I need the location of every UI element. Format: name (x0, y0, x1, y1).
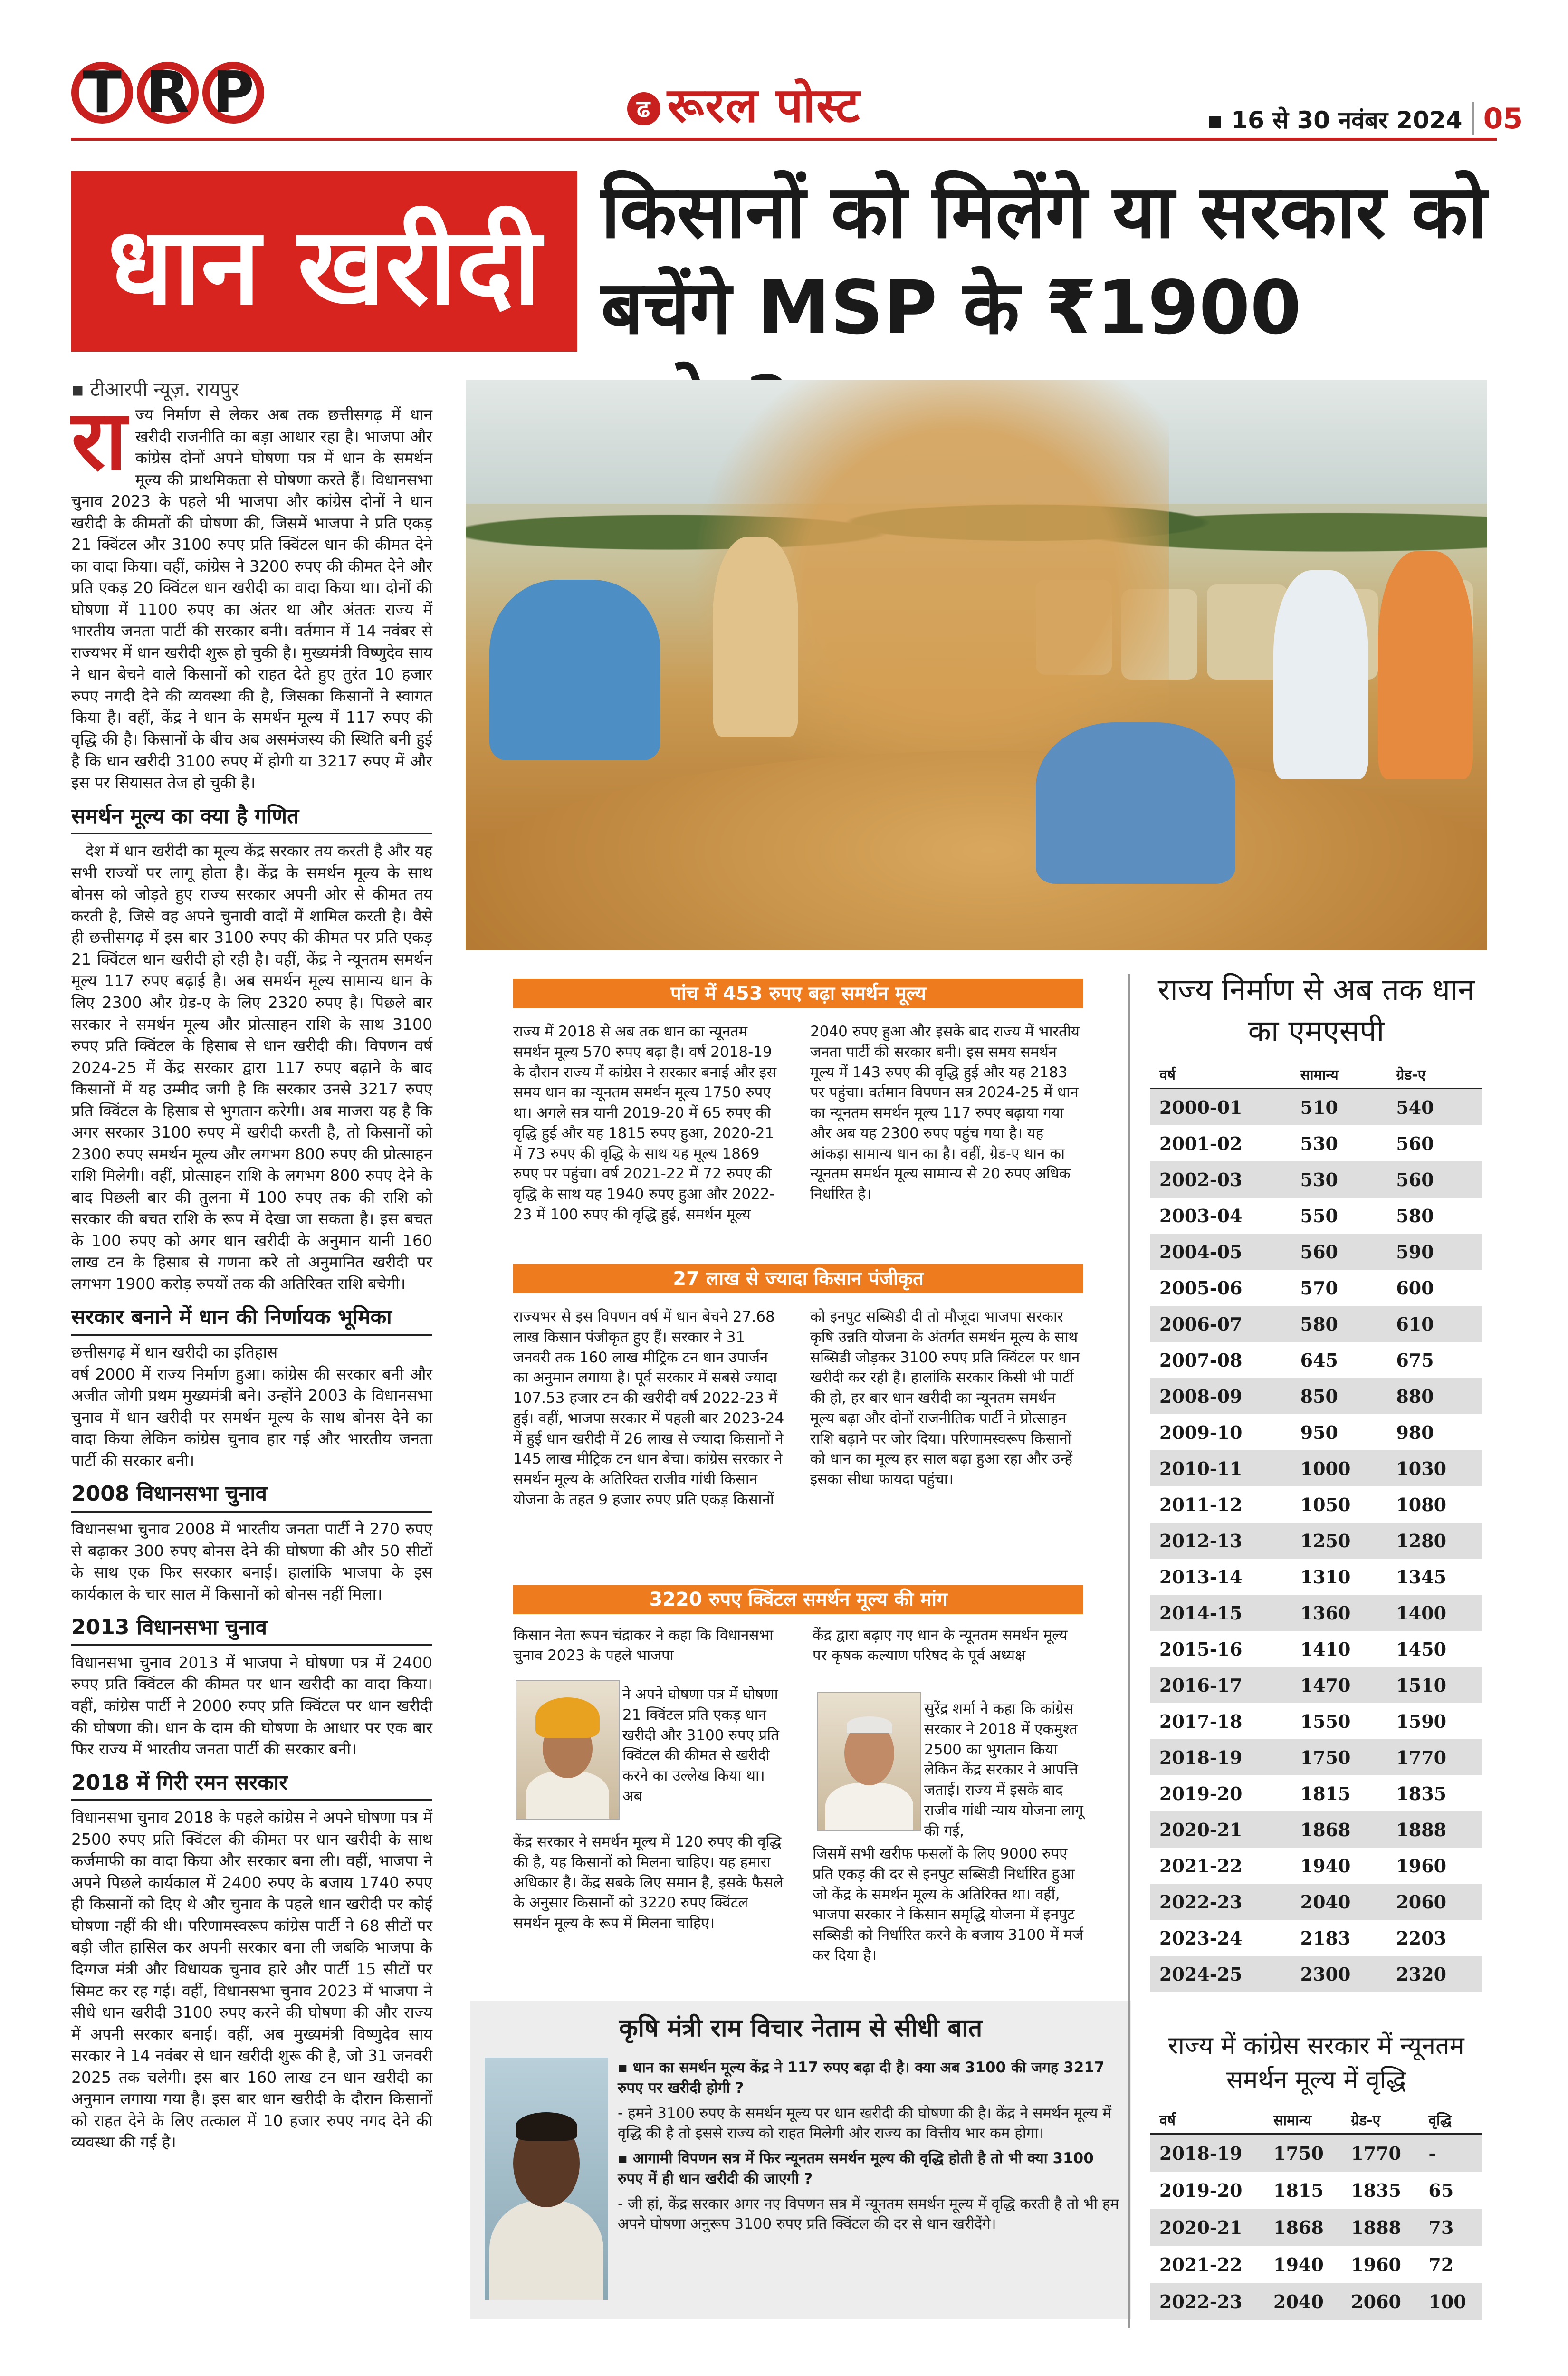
table-header-row (1150, 1064, 1482, 1089)
table-cell: 1450 (1396, 1638, 1447, 1660)
table-cell: 1360 (1291, 1595, 1387, 1631)
quote-rupan-rest: केंद्र सरकार ने समर्थन मूल्य में 120 रुपए की वृद्धि की है, यह किसानों को मिलना चाहिए। यह हमारा अधिकार है। केंद्र सबके लिए समान है, इसके फैसले के अनुसार किसानों को 3220 रुपए क्विंटल समर्थन मूल्य के रूप में मिलना चाहिए। (513, 1833, 784, 1932)
table-row (1150, 1775, 1482, 1811)
paper-logo-icon: ढ (627, 92, 660, 125)
col-header-common: सामान्य (1264, 2110, 1341, 2134)
subhead-decisive-role: सरकार बनाने में धान की निर्णायक भूमिका (71, 1303, 432, 1336)
table-cell: 2018-19 (1150, 2134, 1264, 2172)
col-header-grade-a: ग्रेड-ए (1341, 2110, 1419, 2134)
table-cell: 950 (1300, 1421, 1338, 1443)
table-cell: 2060 (1386, 1884, 1482, 1920)
table-cell: 1280 (1386, 1523, 1482, 1559)
subhead-2013: 2013 विधानसभा चुनाव (71, 1613, 432, 1646)
table-row (1150, 2209, 1482, 2246)
rupan-chandrakar-photo (516, 1680, 620, 1820)
table-row (1150, 1848, 1482, 1884)
msp-table-title: राज्य निर्माण से अब तक धान का एमएसपी (1157, 972, 1475, 1048)
table-cell: 540 (1386, 1089, 1482, 1126)
interview-text (618, 2058, 1121, 2239)
table-cell: 1770 (1386, 1739, 1482, 1775)
table-cell: 2040 (1264, 2283, 1341, 2320)
table-cell: 2019-20 (1159, 1782, 1243, 1804)
table-row (1150, 1811, 1482, 1848)
quote-surendra-top: केंद्र द्वारा बढ़ाए गए धान के न्यूनतम समर्थन मूल्य पर कृषक कल्याण परिषद के पूर्व अध्यक्ष (813, 1627, 1068, 1664)
table-row (1150, 1956, 1482, 1992)
issue-date (1207, 102, 1523, 135)
logo-letter: P (202, 62, 264, 124)
paragraph: विधानसभा चुनाव 2018 के पहले कांग्रेस ने अपने घोषणा पत्र में 2500 रुपए प्रति क्विंटल की कीमत पर धान खरीदी के साथ कर्जमाफी का वादा किया और सरकार बना ली। वहीं, भाजपा ने अपने पिछले कार्यकाल में 2400 रुपए के बजाय 1740 रुपए ही किसानों को दिए थे और चुनाव के पहले धान खरीदी पर कोई घोषणा नहीं की थी। परिणामस्वरूप कांग्रेस पार्टी ने 68 सीटों पर बड़ी जीत हासिल कर अपनी सरकार बना ली जबकि भाजपा के दिग्गज मंत्री और विधायक चुनाव हारे और पार्टी 15 सीटों पर सिमट कर रह गई। वहीं, विधानसभा चुनाव 2023 में भाजपा ने सीधे धान खरीदी 3100 रुपए करने की घोषणा की और राज्य में अपनी सरकार बनाई। वहीं, अब मुख्यमंत्री विष्णुदेव साय सरकार ने 14 नवंबर से धान खरीदी शुरू की है, जो 31 जनवरी 2025 तक चलेगी। इस बार 160 लाख टन धान खरीदी का अनुमान लगाया गया है। इस बार धान खरीदी के दौरान किसानों को राहत देने के लिए तत्काल में 10 हजार रुपए नगद देने की व्यवस्था की गई है। (71, 1808, 432, 2152)
table-row (1150, 1703, 1482, 1739)
table-cell: 1770 (1341, 2134, 1419, 2172)
logo-letter: R (137, 62, 199, 124)
paper-name (627, 71, 860, 136)
quote-surendra-rest: जिसमें सभी खरीफ फसलों के लिए 9000 रुपए प्रति एकड़ की दर से इनपुट सब्सिडी निर्धारित हुआ जो केंद्र के समर्थन मूल्य के अतिरिक्त था। वहीं, भाजपा सरकार ने किसान समृद्धि योजना में इनपुट सब्सिडी को निर्धारित करने के बजाय 3100 में मर्ज कर दिया है। (813, 1845, 1083, 1964)
interview-answer-2: - जी हां, केंद्र सरकार अगर नए विपणन सत्र में न्यूनतम समर्थन मूल्य में वृद्धि करती है तो भी हम अपने घोषणा अनुरूप 3100 रुपए प्रति क्विंटल की दर से धान खरीदेंगे। (618, 2195, 1119, 2233)
congress-msp-table-title: राज्य में कांग्रेस सरकार में न्यूनतम समर्थन मूल्य में वृद्धि (1168, 2031, 1464, 2094)
table-cell: 1750 (1291, 1739, 1387, 1775)
table-cell: 675 (1396, 1349, 1434, 1371)
table-row (1150, 1739, 1482, 1775)
table-cell: 2005-06 (1159, 1277, 1243, 1299)
table-cell: 1000 (1291, 1450, 1387, 1486)
table-cell: 570 (1300, 1277, 1338, 1299)
table-cell: 2024-25 (1150, 1956, 1291, 1992)
table-row (1150, 1450, 1482, 1486)
table-cell: 2008-09 (1150, 1378, 1291, 1414)
table-cell: - (1419, 2134, 1482, 2172)
table-cell: 2009-10 (1159, 1421, 1243, 1443)
table-row (1150, 1595, 1482, 1631)
table-cell: 1410 (1300, 1638, 1351, 1660)
paragraph: विधानसभा चुनाव 2008 में भारतीय जनता पार्टी ने 270 रुपए से बढ़ाकर 300 रुपए बोनस देने की घोषणा की और 50 सीटों के साथ एक फिर सरकार बनाई। हालांकि भाजपा के इस कार्यकाल के चार साल में किसानों को बोनस नहीं मिला। (71, 1520, 432, 1603)
table-cell: 880 (1386, 1378, 1482, 1414)
paddy-workers-photo (466, 380, 1487, 950)
table-row (1150, 1486, 1482, 1523)
headline-line-1: किसानों को मिलेंगे या सरकार को (601, 169, 1487, 255)
table-row (1150, 2172, 1482, 2209)
table-row (1150, 1378, 1482, 1414)
box-msp-rise-text (513, 1022, 1083, 1259)
table-cell: 580 (1291, 1306, 1387, 1342)
table-cell: 2004-05 (1150, 1234, 1291, 1270)
col-header-year: वर्ष (1150, 2110, 1264, 2134)
table-cell: 600 (1396, 1277, 1434, 1299)
table-cell: 510 (1291, 1089, 1387, 1126)
interview-question-2: ▪ आगामी विपणन सत्र में फिर न्यूनतम समर्थन मूल्य की वृद्धि होती है तो भी क्या 3100 रुपए में ही धान खरीदी की जाएगी ? (618, 2150, 1094, 2187)
table-cell: 2021-22 (1159, 1855, 1243, 1877)
table-cell: 72 (1428, 2253, 1454, 2275)
table-cell: 2003-04 (1159, 1205, 1243, 1226)
table-cell: 1888 (1386, 1811, 1482, 1848)
col-header-grade-a: ग्रेड-ए (1386, 1064, 1482, 1089)
table-cell: 2013-14 (1159, 1566, 1243, 1588)
column-divider (1128, 974, 1130, 2328)
table-cell: 590 (1386, 1234, 1482, 1270)
msp-history-table (1150, 1064, 1482, 1992)
table-cell: 1888 (1341, 2209, 1419, 2246)
table-cell: 645 (1300, 1349, 1338, 1371)
table-cell: 1470 (1291, 1667, 1387, 1703)
table-cell: 2000-01 (1150, 1089, 1291, 1126)
table-row (1150, 1198, 1482, 1234)
col-header-year: वर्ष (1150, 1064, 1291, 1089)
congress-msp-table (1150, 2110, 1482, 2320)
table-cell: 1868 (1291, 1811, 1387, 1848)
table-row (1150, 1559, 1482, 1595)
table-cell: 2006-07 (1150, 1306, 1291, 1342)
table-cell: 2015-16 (1159, 1638, 1243, 1660)
table-row (1150, 2246, 1482, 2283)
paragraph: विधानसभा चुनाव 2013 में भाजपा ने घोषणा पत्र में 2400 रुपए प्रति क्विंटल की कीमत पर धान खरीदी का वादा किया। वहीं, कांग्रेस पार्टी ने 2000 रुपए प्रति क्विंटल पर धान खरीदी की घोषणा की। धान के दाम की घोषणा के आधार पर एक बार फिर राज्य में भारतीय जनता पार्टी की सरकार बनी। (71, 1653, 432, 1759)
table-cell: 2300 (1291, 1956, 1387, 1992)
paragraph: राज्यभर से इस विपणन वर्ष में धान बेचने 27.68 लाख किसान पंजीकृत हुए हैं। सरकार ने 31 जनवरी तक 160 लाख मीट्रिक टन धान उपार्जन का अनुमान लगाया है। पूर्व सरकार में सबसे ज्यादा 107.53 हजार टन की खरीदी वर्ष 2022-23 में हुई। वहीं, भाजपा सरकार में पहली बार 2023-24 में हुई धान खरीदी में 26 लाख से ज्यादा किसानों ने 145 लाख मीट्रिक टन धान बेचा। कांग्रेस सरकार ने समर्थन मूल्य के अतिरिक्त राजीव गांधी किसान योजना के तहत 9 हजार रुपए प्रति एकड़ किसानों को इनपुट सब्सिडी दी तो मौजूदा भाजपा सरकार कृषि उन्नति योजना के अंतर्गत समर्थन मूल्य के साथ सब्सिडी जोड़कर 3100 रुपए प्रति क्विंटल पर धान खरीदी कर रही है। हालांकि सरकार किसी भी पार्टी की हो, हर बार धान खरीदी का न्यूनतम समर्थन मूल्य बढ़ा और दोनों राजनीतिक पार्टी ने प्रोत्साहन राशि बढ़ाने पर जोर दिया। परिणामस्वरूप किसानों को धान का मूल्य हर साल बढ़ा हुआ रहा और उन्हें इसका सीधा फायदा पहुंचा। (513, 1308, 1080, 1508)
table-cell: 2020-21 (1150, 1811, 1291, 1848)
masthead-rule (71, 138, 1497, 141)
box-title-msp-rise: पांच में 453 रुपए बढ़ा समर्थन मूल्य (513, 979, 1083, 1008)
table-row (1150, 1234, 1482, 1270)
table-cell: 1310 (1300, 1566, 1351, 1588)
table-row (1150, 2134, 1482, 2172)
table-row (1150, 1125, 1482, 1161)
table-cell: 560 (1386, 1161, 1482, 1198)
table-cell: 1750 (1264, 2134, 1341, 2172)
drop-cap: रा (71, 393, 127, 489)
table-cell: 1345 (1396, 1566, 1447, 1588)
minister-photo (485, 2058, 608, 2300)
quote-rupan-top: किसान नेता रूपन चंद्राकर ने कहा कि विधानसभा चुनाव 2023 के पहले भाजपा (513, 1627, 774, 1664)
table-cell: 850 (1291, 1378, 1387, 1414)
table-cell: 1250 (1291, 1523, 1387, 1559)
box-title-farmers-registered: 27 लाख से ज्यादा किसान पंजीकृत (513, 1264, 1083, 1293)
table-row (1150, 1306, 1482, 1342)
table-cell: 1400 (1386, 1595, 1482, 1631)
interview-question-1: ▪ धान का समर्थन मूल्य केंद्र ने 117 रुपए बढ़ा दी है। क्या अब 3100 की जगह 3217 रुपए पर खरीदी होगी ? (618, 2059, 1105, 2097)
table-cell: 2022-23 (1150, 1884, 1291, 1920)
table-cell: 2010-11 (1150, 1450, 1291, 1486)
table-cell: 2016-17 (1150, 1667, 1291, 1703)
paragraph: देश में धान खरीदी का मूल्य केंद्र सरकार तय करती है और यह सभी राज्यों पर लागू होता है। केंद्र के समर्थन मूल्य के साथ बोनस को जोड़ते हुए राज्य सरकार अपनी ओर से कीमत तय करती है, जिसे वह अपने चुनावी वादों में शामिल करती है। वैसे ही छत्तीसगढ़ में इस बार 3100 रुपए की कीमत पर प्रति एकड़ 21 क्विंटल धान खरीदी हो रही है। वहीं, केंद्र ने न्यूनतम समर्थन मूल्य 117 रुपए बढ़ाई है। अब समर्थन मूल्य सामान्य धान के लिए 2300 और ग्रेड-ए के लिए 2320 रुपए है। पिछले बार सरकार ने समर्थन मूल्य और प्रोत्साहन राशि के साथ 3100 रुपए प्रति क्विंटल के हिसाब से धान खरीदी की। विपणन वर्ष 2024-25 में केंद्र सरकार द्वारा 117 रुपए बढ़ाने के बाद किसानों में यह उम्मीद जगी है कि सरकार उनसे 3217 रुपए प्रति क्विंटल के हिसाब से भुगतान करेगी। अब माजरा यह है कि अगर सरकार 3100 रुपए में खरीदी करती है, तो किसानों को 2300 रुपए समर्थन मूल्य और लगभग 800 रुपए की प्रोत्साहन राशि मिलेगी। वहीं, प्रोत्साहन राशि के लगभग 800 रुपए देने के बाद पिछली बार की तुलना में 100 रुपए तक की राशि को सरकार की बचत राशि के रूप में देखा जा सकता है। इस बचत के 100 रुपए को अगर धान खरीदी के अनुमान यानी 160 लाख टन के हिसाब से गणना करे तो अनुमानित खरीदी पर लगभग 1900 करोड़ रुपयों तक की अतिरिक्त राशि बचेगी। (71, 842, 432, 1293)
paragraph: छत्तीसगढ़ में धान खरीदी का इतिहास वर्ष 2000 में राज्य निर्माण हुआ। कांग्रेस की सरकार बनी और अजीत जोगी प्रथम मुख्यमंत्री बने। उन्होंने 2003 के विधानसभा चुनाव में धान खरीदी पर समर्थन मूल्य के साथ बोनस देने का वादा किया लेकिन कांग्रेस चुनाव हार गई और भारतीय जनता पार्टी की सरकार बनी। (71, 1343, 432, 1470)
table-cell: 2060 (1341, 2283, 1419, 2320)
table-cell: 610 (1386, 1306, 1482, 1342)
table-cell: 2019-20 (1159, 2179, 1243, 2201)
table-cell: 2011-12 (1159, 1494, 1243, 1515)
table-cell: 2012-13 (1150, 1523, 1291, 1559)
table-row (1150, 1414, 1482, 1450)
table-cell: 1550 (1300, 1710, 1351, 1732)
table-cell: 65 (1428, 2179, 1454, 2201)
table-row (1150, 1667, 1482, 1703)
table-cell: 1868 (1264, 2209, 1341, 2246)
intro-text: ज्य निर्माण से लेकर अब तक छत्तीसगढ़ में धान खरीदी राजनीति का बड़ा आधार रहा है। भाजपा और कांग्रेस दोनों अपने घोषणा पत्र में धान के समर्थन मूल्य की प्राथमिकता से घोषणा करते हैं। विधानसभा चुनाव 2023 के पहले भी भाजपा और कांग्रेस दोनों ने धान खरीदी के कीमतों की घोषणा की, जिसमें भाजपा ने प्रति एकड़ 21 क्विंटल और 3100 रुपए प्रति क्विंटल धान की कीमत देने का वादा किया। वहीं, कांग्रेस ने 3200 रुपए की कीमत देने और प्रति एकड़ 20 क्विंटल धान खरीदी का वादा किया था। दोनों की घोषणा में 1100 रुपए का अंतर था और अंततः राज्य में भारतीय जनता पार्टी की सरकार बनी। वर्तमान में 14 नवंबर से राज्यभर में धान खरीदी शुरू हो चुकी है। मुख्यमंत्री विष्णुदेव साय ने धान बेचने वाले किसानों को राहत देते हुए तुरंत 10 हजार रुपए नगदी देने की व्यवस्था की है, जिसका किसानों ने स्वागत किया है। वहीं, केंद्र ने धान के समर्थन मूल्य में 117 रुपए की वृद्धि की है। किसानों के बीच अब असमंजस्य की स्थिति बनी हुई है कि धान खरीदी 3100 रुपए में होगी या 3217 रुपए में और इस पर सियासत तेज हो चुकी है। (71, 405, 432, 792)
quote-rupan-side: ने अपने घोषणा पत्र में घोषणा 21 क्विंटल प्रति एकड़ धान खरीदी और 3100 रुपए प्रति क्विंटल की कीमत से खरीदी करने का उल्लेख किया था। अब (622, 1686, 779, 1805)
quote-surendra-side: सुरेंद्र शर्मा ने कहा कि कांग्रेस सरकार ने 2018 में एकमुश्त 2500 का भुगतान किया लेकिन केंद्र सरकार ने आपत्ति जताई। राज्य में इसके बाद राजीव गांधी न्याय योजना लागू की गई, (924, 1700, 1083, 1839)
table-cell: 2183 (1300, 1927, 1351, 1949)
trp-logo (71, 59, 264, 126)
intro-paragraph (71, 393, 432, 794)
table-cell: 2007-08 (1159, 1349, 1243, 1371)
headline-kicker: धान खरीदी (71, 171, 577, 352)
table-cell: 2018-19 (1150, 1739, 1291, 1775)
table-cell: 2017-18 (1159, 1710, 1243, 1732)
table-cell: 2001-02 (1159, 1132, 1243, 1154)
table-cell: 2203 (1396, 1927, 1447, 1949)
table-cell: 1030 (1386, 1450, 1482, 1486)
table-cell: 1960 (1396, 1855, 1447, 1877)
table-row (1150, 1089, 1482, 1126)
interview-title: कृषि मंत्री राम विचार नेताम से सीधी बात (619, 2014, 983, 2042)
table-cell: 1080 (1396, 1494, 1447, 1515)
table-row (1150, 1631, 1482, 1667)
paragraph: राज्य में 2018 से अब तक धान का न्यूनतम समर्थन मूल्य 570 रुपए बढ़ा है। वर्ष 2018-19 के दौरान राज्य में कांग्रेस ने सरकार बनाई और इस समय धान का न्यूनतम समर्थन मूल्य 1750 रुपए था। अगले सत्र यानी 2019-20 में 65 रुपए की वृद्धि हुई और यह 1815 रुपए हुआ, 2020-21 में 73 रुपए की वृद्धि के साथ यह मूल्य 1869 रुपए पर पहुंचा। वर्ष 2021-22 में 72 रुपए की वृद्धि के साथ यह 1940 रुपए हुआ और 2022-23 में 100 रुपए की वृद्धि हुई, समर्थन मूल्य 2040 रुपए हुआ और इसके बाद राज्य में भारतीय जनता पार्टी की सरकार बनी। इस समय समर्थन मूल्य में 143 रुपए की वृद्धि हुई और यह 2183 पर पहुंचा। वर्तमान विपणन सत्र 2024-25 में धान का न्यूनतम समर्थन मूल्य 117 रुपए बढ़ाया गया और अब यह 2300 रुपए पहुंच गया है। यह आंकड़ा सामान्य धान का है। वहीं, ग्रेड-ए धान का न्यूनतम समर्थन मूल्य सामान्य से 20 रुपए अधिक निर्धारित है। (513, 1023, 1080, 1223)
col-header-increase: वृद्धि (1419, 2110, 1482, 2134)
logo-letter: T (71, 62, 133, 124)
table-row (1150, 1920, 1482, 1956)
table-cell: 2320 (1386, 1956, 1482, 1992)
table-cell: 100 (1419, 2283, 1482, 2320)
paper-title: रूरल पोस्ट (667, 77, 861, 133)
table-cell: 530 (1300, 1132, 1338, 1154)
table-cell: 1940 (1300, 1855, 1351, 1877)
table-cell: 980 (1396, 1421, 1434, 1443)
table-cell: 2020-21 (1150, 2209, 1264, 2246)
table-cell: 1815 (1300, 1782, 1351, 1804)
table-row (1150, 1523, 1482, 1559)
table-cell: 560 (1291, 1234, 1387, 1270)
table-row (1150, 1161, 1482, 1198)
table-cell: 550 (1300, 1205, 1338, 1226)
table-cell: 1960 (1351, 2253, 1401, 2275)
interview-answer-1: - हमने 3100 रुपए के समर्थन मूल्य पर धान खरीदी की घोषणा की है। केंद्र ने समर्थन मूल्य में वृद्धि की है तो इससे राज्य को राहत मिलेगी और राज्य का वित्तीय भार कम होगा। (618, 2104, 1111, 2142)
table-cell: 73 (1419, 2209, 1482, 2246)
table-cell: 1835 (1351, 2179, 1401, 2201)
table-cell: 2040 (1291, 1884, 1387, 1920)
box-farmers-registered-text (513, 1307, 1083, 1573)
table-cell: 2021-22 (1159, 2253, 1243, 2275)
table-cell: 1835 (1396, 1782, 1447, 1804)
box-title-3220-demand: 3220 रुपए क्विंटल समर्थन मूल्य की मांग (513, 1585, 1083, 1614)
subhead-2008: 2008 विधानसभा चुनाव (71, 1480, 432, 1513)
byline: ▪ टीआरपी न्यूज़. रायपुर (71, 379, 239, 401)
issue-date-text: ▪ 16 से 30 नवंबर 2024 (1207, 106, 1463, 134)
subhead-msp-math: समर्थन मूल्य का क्या है गणित (71, 802, 432, 835)
table-cell: 1940 (1273, 2253, 1324, 2275)
table-cell: 1510 (1386, 1667, 1482, 1703)
table-row (1150, 2283, 1482, 2320)
table-cell: 2022-23 (1150, 2283, 1264, 2320)
table-cell: 2023-24 (1159, 1927, 1243, 1949)
col-header-common: सामान्य (1291, 1064, 1387, 1089)
table-row (1150, 1884, 1482, 1920)
table-cell: 560 (1396, 1132, 1434, 1154)
surendra-sharma-photo (817, 1692, 921, 1831)
table-cell: 2014-15 (1150, 1595, 1291, 1631)
table-cell: 1815 (1273, 2179, 1324, 2201)
table-row (1150, 1270, 1482, 1306)
left-article (71, 393, 432, 2158)
table-cell: 580 (1396, 1205, 1434, 1226)
subhead-2018: 2018 में गिरी रमन सरकार (71, 1769, 432, 1801)
page-number: 05 (1472, 102, 1523, 135)
table-cell: 1050 (1300, 1494, 1351, 1515)
table-cell: 2002-03 (1150, 1161, 1291, 1198)
table-cell: 1590 (1396, 1710, 1447, 1732)
table-cell: 530 (1291, 1161, 1387, 1198)
table-row (1150, 1342, 1482, 1378)
table-header-row (1150, 2110, 1482, 2134)
headline-line-2: बचेंगे MSP के ₹1900 (601, 264, 1301, 351)
